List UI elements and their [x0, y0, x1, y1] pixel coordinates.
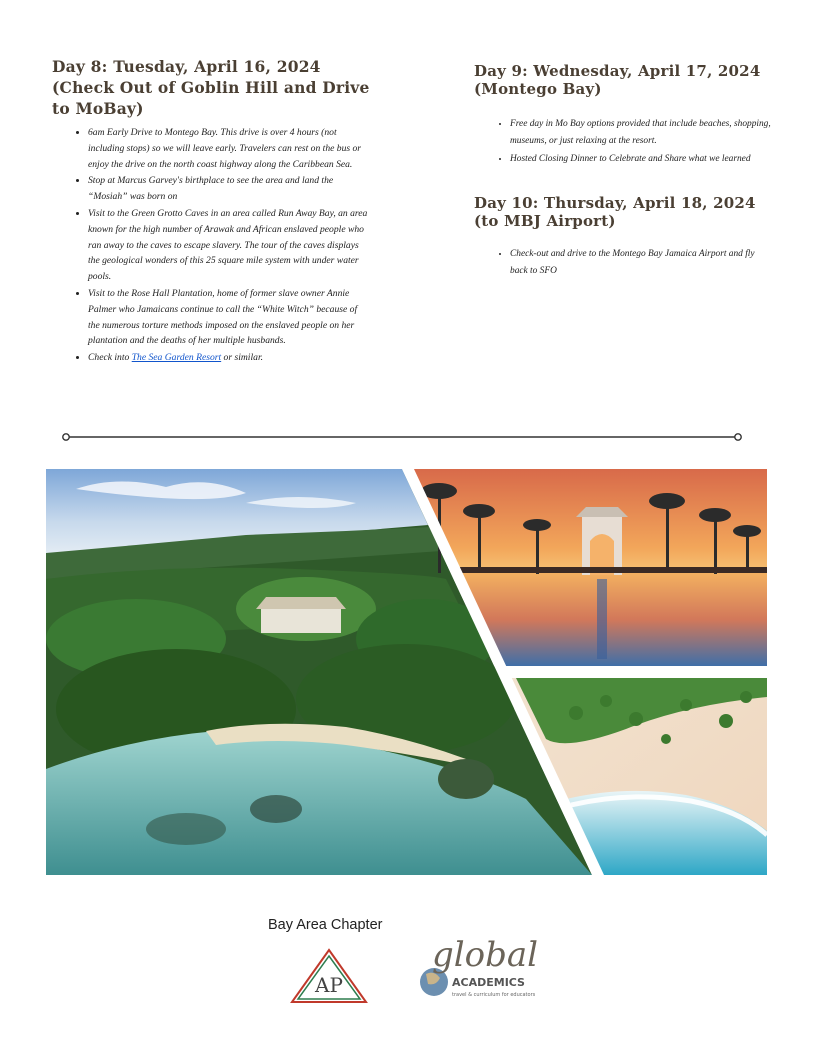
checkin-suffix: or similar. — [221, 352, 264, 364]
logo-ga-tag: travel & curriculum for educators — [452, 992, 536, 998]
chapter-label: Bay Area Chapter — [268, 917, 383, 933]
global-academics-logo — [418, 928, 538, 1002]
list-item-checkin — [88, 350, 370, 366]
day8-heading: Day 8: Tuesday, April 16, 2024 (Check Out of Goblin Hill and Drive to MoBay) — [52, 57, 370, 118]
day9-list — [474, 116, 774, 168]
section-divider — [62, 432, 742, 442]
list-item: • Free day in Mo Bay options provided that include beaches, shopping, museums, or just relaxing at the resort. — [510, 116, 774, 150]
list-item: • Check-out and drive to the Montego Bay Jamaica Airport and fly back to SFO — [510, 246, 774, 280]
day8-list — [52, 125, 370, 366]
alpha-phi-logo — [290, 948, 368, 1004]
day8-section — [52, 56, 370, 367]
checkin-prefix: Check into — [88, 352, 132, 364]
day10-heading: Day 10: Thursday, April 18, 2024 (to MBJ Airport) — [474, 194, 756, 230]
logo-ga-word: global — [432, 935, 538, 975]
logo-ap-text: AP — [315, 973, 343, 997]
list-item: • Visit to the Green Grotto Caves in an area called Run Away Bay, an area known for the high number of Arawak and African enslaved people who ran away to the caves to escape slavery. The tour of the caves displays the geological wonders of this 25 square mile system with under water pools. — [88, 206, 370, 285]
list-item: • Stop at Marcus Garvey's birthplace to see the area and land the “Mosiah” was born on — [88, 173, 370, 205]
photo-collage — [46, 469, 767, 875]
list-item: • Visit to the Rose Hall Plantation, home of former slave owner Annie Palmer who Jamaicans continue to call the “White Witch” because of the numerous torture methods imposed on the enslaved people on her plantation and the deaths of her multiple husbands. — [88, 286, 370, 349]
logo-ga-sub: ACADEMICS — [452, 976, 525, 989]
day10-list — [474, 246, 774, 280]
day10-block — [474, 194, 774, 280]
day9-heading: Day 9: Wednesday, April 17, 2024 (Montego Bay) — [474, 62, 761, 98]
sea-garden-resort-link[interactable]: The Sea Garden Resort — [131, 352, 222, 364]
list-item: • 6am Early Drive to Montego Bay. This drive is over 4 hours (not including stops) so we will leave early. Travelers can rest on the bus or enjoy the drive on the north coast highway along the Caribbean Sea. — [88, 125, 370, 172]
day9-day10-section — [474, 62, 774, 281]
list-item: • Hosted Closing Dinner to Celebrate and Share what we learned — [510, 151, 774, 168]
